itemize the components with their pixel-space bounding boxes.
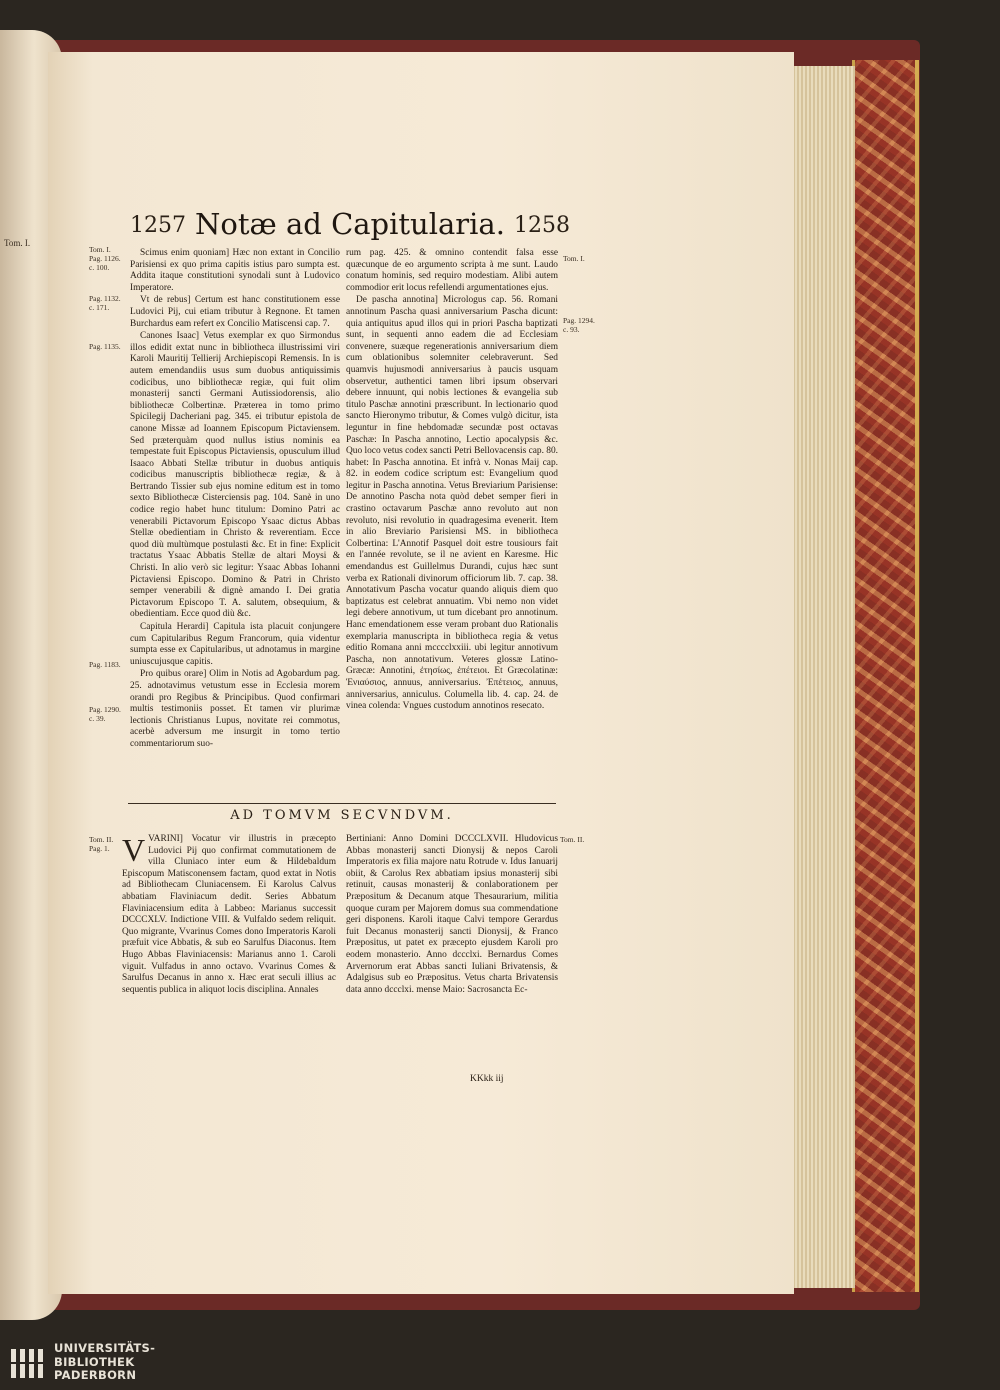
page-number-left: 1257	[130, 213, 186, 238]
text-column-bottom-left	[122, 834, 336, 996]
section-title: AD TOMVM SECVNDVM.	[230, 808, 454, 823]
marbled-edge	[852, 60, 919, 1292]
signature-mark: KKkk iij	[470, 1074, 504, 1084]
paragraph: Vt de rebus] Certum est hanc constitutionem esse Ludovici Pij, cui etiam tributur à Regnone. Et tamen Burchardus eam refert ex Concilio Matiscensi cap. 7.	[130, 295, 340, 329]
paragraph: Bertiniani: Anno Domini DCCCLXVII. Hludovicus Abbas monasterij sancti Dionysij & nepos Caroli Imperatoris ex filia majore natu Rotrude v. Idus Ianuarij obiit, & Carolus Rex abbatiam ipsius monasterij sibi retinuit, causas monasterij & conlaborationem per Præpositum & Decanum atque Thesaurarium, militia quoque curam per Majorem domus sua commendatione geri disponens. Karoli itaque Calvi tempore Gerardus fuit Decanus monasterij sancti Dionysij, & Franco Præpositus, ut patet ex præcepto ejusdem Karoli pro eodem monasterio. Anno dccclxi. Bernardus Comes Arvernorum erat Abbas sancti Iuliani Brivatensis, & Adalgisus sub eo Præpositus. Vetus charta Brivatensis data anno dccclxi. mense Maio: Sacrosancta Ec-	[346, 834, 558, 995]
margin-note: Pag. 1290. c. 39.	[89, 705, 121, 723]
margin-note: Tom. II. Pag. 1.	[89, 835, 114, 853]
page-title: Notæ ad Capitularia.	[195, 207, 505, 241]
text-column-right	[346, 248, 558, 714]
library-logo-text: UNIVERSITÄTS- BIBLIOTHEK PADERBORN	[54, 1341, 156, 1382]
paragraph: rum pag. 425. & omnino contendit falsa esse quæcunque de eo argumento scripta à me sunt. Laudo conatum hominis, sed requiro modestiam. Alibi autem commodior erit locus refellendi argumentationes ejus.	[346, 248, 558, 293]
text-column-bottom-right	[346, 834, 558, 996]
paragraph: De pascha annotina] Micrologus cap. 56. Romani annotinum Pascha quasi anniversarium Pascha dicunt: quia antiquitus apud illos qui in priori Pascha baptizati sunt, in sequenti anno eadem die ad Ecclesiam convenere, suæque regenerationis anniversarium diem cum oblationibus solemniter celebraverunt. Sed quamvis hujusmodi anniversarius à paucis usquam observetur, authentici tamen libri ipsum observari debere innuunt, qui nobis lectiones & evangelia sub titulo Paschæ annotini præscribunt. In lectionario quod sancto Hieronymo tributur, & Comes vulgò dicitur, ista leguntur in fine hebdomadæ secundæ post octavas Paschæ: In Pascha annotino, Lectio apocalypsis &c. Quo loco vetus codex sancti Petri Bellovacensis cap. 80. habet: In Pascha annotina. Et infrà v. Nonas Maij cap. 82. in eodem codice scriptum est: Evangelium quod legitur in Pascha annotina. Vetus Breviarium Parisiense: De annotino Pascha nota quòd debet semper fieri in crastino octavarum Paschæ anno revoluto aut non revoluto, nisi revolutio in quadragesima evenerit. Item in alio Breviario Parisiensi MS. in bibliotheca Colbertina: L'Annotif Pasquel doit estre tousiours fait en l'année revolute, se il ne avient en Karesme. Hic emendandus est Guillelmus Durandi, cujus hæc sunt verba ex Rationali divinorum officiorum lib. 7. cap. 38. Annotativum Pascha vocatur quando aliquis diem quo baptizatus est celebrat annuatim. Vbi nemo non videt legi debere annotivum, ut tum dicebant pro annotinum. Hanc emendationem esse veram probant duo Rationalis exemplaria manuscripta in bibliotheca regia & vetus editio Romana anni mcccclxxiii. ubi legitur annotivum Pascha, non annotativum. Veteres glossæ Latino-Græcæ: Annotini, ἐτησίως, ἐπέτειοι. Et Græcolatinæ: Ἐνιαύσιος, annuus, anniversarius. Ἐπέτειος, annuus, anniversarius, anniculus. Columella lib. 4. cap. 24. de vinea colenda: Vngues custodum annotinos resecato.	[346, 295, 558, 712]
paragraph: Scimus enim quoniam] Hæc non extant in Concilio Parisiensi ex quo prima capitis istius paro sumpta est. Addita itaque constitutioni synodali sunt à Ludovico Imperatore.	[130, 248, 340, 293]
library-logo	[0, 1338, 1000, 1390]
paragraph: VARINI] Vocatur vir illustris in præcepto Ludovici Pij quo confirmat commutationem de villa Cluniaco inter eum & Hildebaldum Episcopum Matisconensem factam, quod extat in Notis ad Bibliothecam Cluniacensem. Ei Karolus Calvus abbatiam Flaviniacum dedit. Series Abbatum Flaviniacensium edita à Labbeo: Marianus successit DCCCXLV. Indictione VIII. & Vulfaldo sedem reliquit. Quo migrante, Vvarinus Comes dono Imperatoris Karoli præfuit vice Abbatis, & sub eo Sarulfus Diaconus. Item Hugo Abbas Flaviniacensis: Marianus anno 1. Caroli viguit. Vulfadus in anno octavo. Vvarinus Comes & Sarulfus Decanus in anno x. Hæc erat seculi illius ac sequentis publica in aliquot locis disciplina. Annales	[122, 834, 336, 995]
paragraph: Capitula Herardi] Capitula ista placuit conjungere cum Capitularibus Regum Francorum, quia videntur sumpta esse ex Capitularibus, ut adnotamus in margine uniuscujusque capitis.	[130, 622, 340, 667]
page-number-right: 1258	[514, 213, 570, 238]
text-column-left	[130, 248, 340, 752]
margin-note: Tom. II.	[560, 835, 585, 844]
margin-note: Pag. 1135.	[89, 342, 121, 351]
paragraph: Pro quibus orare] Olim in Notis ad Agobardum pag. 25. adnotavimus vetustum esse in Ecclesia morem orandi pro Regibus & Principibus. Quod confirmari multis testimoniis posset. Et tamen vir plurimæ lectionis Christianus Lupus, novitate rei commotus, acerbè adversum me insurgit in tomo tertio commentariorum suo-	[130, 669, 340, 749]
left-page-margin-label: Tom. I.	[4, 238, 31, 248]
margin-note: Pag. 1294. c. 93.	[563, 316, 595, 334]
drop-cap: V	[122, 832, 146, 868]
margin-note: Tom. I. Pag. 1126. c. 100.	[89, 245, 121, 272]
page-header	[130, 205, 570, 245]
margin-note: Pag. 1183.	[89, 660, 121, 669]
page-edges	[788, 66, 855, 1288]
margin-note: Pag. 1132. c. 171.	[89, 294, 121, 312]
paragraph: Canones Isaac] Vetus exemplar ex quo Sirmondus illos edidit extat nunc in bibliotheca illustrissimi viri Karoli Mauritij Tellierij Archiepiscopi Remensis. In is autem emendandiis usus sum duobus antiquissimis codicibus, uno bibliothecæ regiæ, qui fuit olim monasterij sancti Germani Autissiodorensis, alio bibliothecæ Colbertinæ. Præterea in tomo primo Spicilegij Dacheriani pag. 345. ei tributur epistola de canone Missæ ad Ioannem Episcopum Pictaviensem. Sed præterquàm quod nullus istius nominis ea tempestate fuit Episcopus Pictaviensis, opusculum illud Isaaco Abbati Stellæ tributur in duobus antiquis codicibus manuscriptis bibliothecæ regiæ, & à Bertrando Tissier sub ejus nomine editum est in tomo sexto Bibliothecæ Cisterciensis pag. 104. Sanè in uno codice regio habet hunc titulum: Domino Patri ac venerabili Pictavorum Episcopo Ysaac dictus Abbas Stellæ obedientiam in Christo & reverentiam. Ecce quod diù multùmque postulasti &c. Et in fine: Explicit tractatus Ysaac Abbatis Stellæ de altari Moysi & Christi. In alio verò sic legitur: Ysaac Abbas Iohanni Pictaviensi Episcopo. Domino & Patri in Christo semper venerabili & dignè amando I. Dei gratia Pictavorum Episcopo T. A. salutem, obsequium, & obedientiam. Ecce quod diù &c.	[130, 331, 340, 620]
library-logo-icon	[10, 1344, 46, 1382]
section-rule	[128, 803, 556, 804]
margin-note: Tom. I.	[563, 254, 585, 263]
